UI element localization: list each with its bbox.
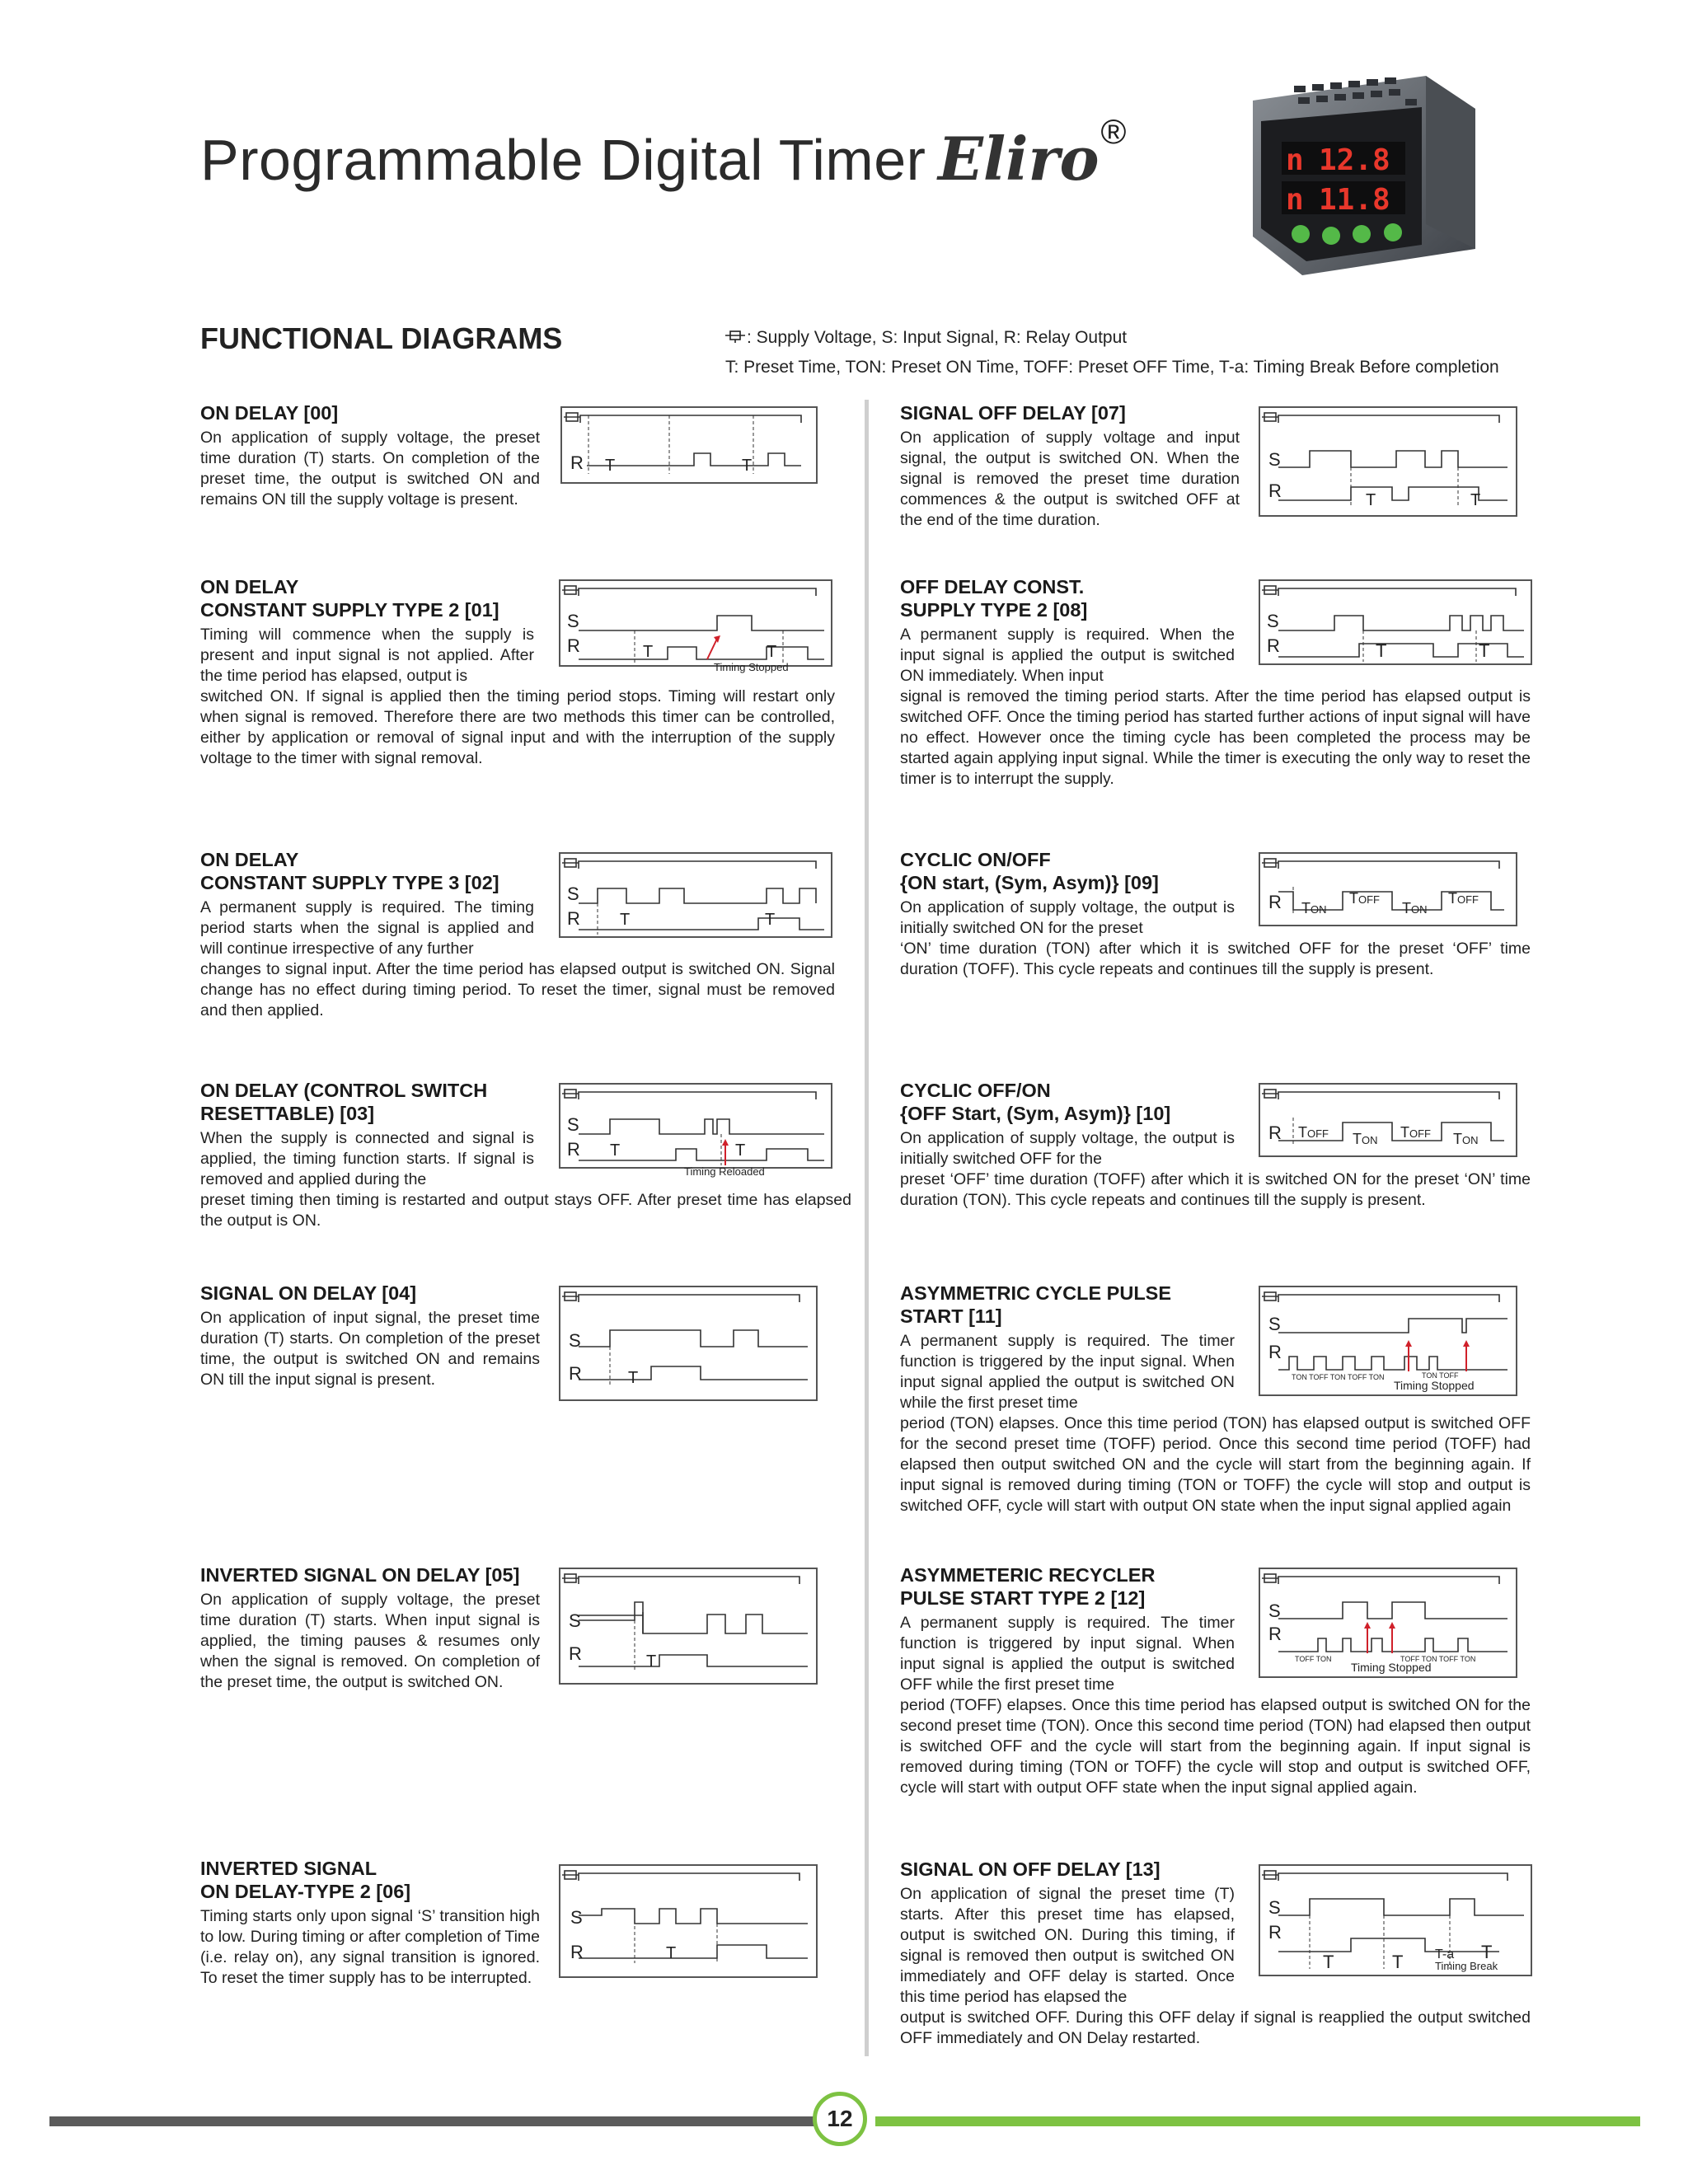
block-title: INVERTED SIGNAL ON DELAY [05] — [200, 1564, 520, 1586]
block-text-pre: On application of supply voltage, the output is initially switched ON for the preset — [900, 898, 1235, 937]
page-number: 12 — [813, 2092, 867, 2146]
timing-diagram-07 — [1259, 406, 1517, 517]
block-text-pre: A permanent supply is required. The timing period starts when the signal is applied and will continue irrespective of any further — [200, 898, 534, 958]
block-text-post: preset timing then timing is restarted and output stays OFF. After preset time has elapsed the output is ON. — [200, 1191, 851, 1230]
svg-text:TON: TON — [1353, 1131, 1378, 1147]
block-text: Timing starts only upon signal ‘S’ transition high to low. During timing or after completion of Time (i.e. relay on), any signal transition is ignored. To reset the timer supply has to be interrupted. — [200, 1907, 540, 1987]
svg-text:T: T — [1366, 491, 1376, 509]
block-title: ON DELAY [00] — [200, 402, 339, 424]
block-text-post: signal is removed the timing period starts. After the time period has elapsed output is switched OFF. Once the timing period has started further actions of input signal will have no effect. However once the timing cycle has been completed the process may be started again applying input signal. While the timer is executing the only way to reset the timer is to interrupt the supply. — [900, 687, 1531, 788]
svg-text:S: S — [1268, 1314, 1281, 1334]
timing-diagram-05 — [559, 1568, 818, 1685]
block-text-post: period (TOFF) elapses. Once this time period has elapsed output is switched ON for the second preset time (TON). Once this second time period (TON) had elapsed then output is switched OFF and the cycle will start from the beginning again. If input signal is removed during timing (TON or TOFF) the cycle will stop and output is switched OFF, cycle will start with output OFF state when the input signal applied again. — [900, 1696, 1531, 1797]
svg-text:T: T — [643, 643, 654, 661]
block-text: On application of input signal, the preset time duration (T) starts. On completion of the preset time, the output is switched ON and remains ON till the input signal is present. — [200, 1309, 540, 1389]
legend-line-2: T: Preset Time, TON: Preset ON Time, TOFF: Preset OFF Time, T-a: Timing Break Before completion — [725, 358, 1499, 377]
svg-text:TON TOFF TON TOFF TON: TON TOFF TON TOFF TON — [1292, 1373, 1385, 1381]
svg-text:S: S — [570, 1907, 583, 1928]
label-r: R — [567, 635, 580, 656]
svg-text:S: S — [1268, 449, 1281, 470]
timing-diagram-01 — [559, 579, 832, 673]
page-title: Programmable Digital Timer — [200, 128, 926, 192]
svg-text:TON: TON — [1453, 1131, 1479, 1147]
brand-logo: Eliro — [937, 124, 1100, 194]
svg-text:R: R — [1268, 480, 1282, 501]
block-text-post: preset ‘OFF’ time duration (TOFF) after which it is switched ON for the preset ‘ON’ time duration (TON). This cycle repeats and continues till the supply is present. — [900, 1170, 1531, 1209]
svg-text:TOFF TON: TOFF TON — [1295, 1655, 1332, 1663]
legend — [725, 323, 1499, 382]
svg-text:S: S — [569, 1610, 581, 1631]
timing-diagram-02 — [559, 852, 832, 938]
timing-diagram-03 — [559, 1083, 832, 1178]
svg-text:TON: TON — [1301, 900, 1327, 916]
block-title: CYCLIC OFF/ON {OFF Start, (Sym, Asym)} [10] — [900, 1080, 1171, 1124]
svg-text:T: T — [742, 457, 753, 475]
label-s: S — [567, 611, 579, 631]
block-text-post: changes to signal input. After the time period has elapsed output is switched ON. Signal change has no effect during timing period. To reset the timer, signal must be removed and then applied. — [200, 960, 835, 1019]
svg-text:T: T — [628, 1369, 639, 1387]
svg-text:TON: TON — [1402, 900, 1428, 916]
timing-reloaded-label: Timing Reloaded — [684, 1165, 765, 1178]
block-text-pre: On application of supply voltage, the output is initially switched OFF for the — [900, 1129, 1235, 1168]
device-display-line1: 12.8 — [1319, 143, 1390, 177]
svg-text:TOFF TON TOFF TON: TOFF TON TOFF TON — [1400, 1655, 1476, 1663]
timing-stopped-label: Timing Stopped — [1394, 1379, 1475, 1392]
svg-text:T: T — [605, 457, 616, 475]
timing-stopped-label: Timing Stopped — [714, 661, 789, 673]
svg-text:T: T — [767, 643, 777, 661]
legend-line-1: : Supply Voltage, S: Input Signal, R: Relay Output — [747, 328, 1128, 347]
svg-text:S: S — [567, 883, 579, 904]
timing-diagram-06 — [559, 1864, 818, 1978]
block-title: CYCLIC ON/OFF {ON start, (Sym, Asym)} [09] — [900, 849, 1159, 893]
block-text-post: output is switched OFF. During this OFF delay if signal is reapplied the output switched OFF immediately and ON Delay restarted. — [900, 2008, 1531, 2047]
svg-text:R: R — [569, 1643, 582, 1664]
svg-text:R: R — [569, 1363, 582, 1384]
svg-text:T: T — [1323, 1952, 1334, 1972]
svg-text:TOFF: TOFF — [1448, 890, 1479, 907]
svg-text:n: n — [1286, 183, 1304, 217]
block-title: ON DELAY (CONTROL SWITCH RESETTABLE) [03] — [200, 1080, 488, 1124]
svg-text:R: R — [1268, 1122, 1282, 1143]
svg-text:R: R — [1268, 1624, 1282, 1644]
block-text-pre: On application of signal the preset time (T) starts. After this preset time has elapsed, output is switched ON. During this timing, if signal is removed then output is switched ON immediately and OFF delay is started. Once this time period has elapsed the — [900, 1885, 1235, 2006]
block-text-pre: Timing will commence when the supply is present and input signal is not applied. After the time period has elapsed, output is — [200, 626, 534, 685]
svg-text:S: S — [569, 1330, 581, 1351]
svg-text:S: S — [567, 1114, 579, 1135]
block-title: SIGNAL OFF DELAY [07] — [900, 402, 1126, 424]
svg-text:R: R — [570, 452, 584, 473]
svg-text:T: T — [1479, 640, 1490, 661]
timer-device-image — [1236, 59, 1484, 282]
svg-text:T: T — [646, 1652, 657, 1671]
timing-break-label: Timing Break — [1435, 1960, 1498, 1972]
block-title: ON DELAY CONSTANT SUPPLY TYPE 2 [01] — [200, 576, 499, 621]
svg-text:R: R — [1268, 1922, 1282, 1943]
timing-diagram-04 — [559, 1286, 818, 1401]
svg-text:R: R — [567, 1139, 580, 1160]
svg-text:T: T — [735, 1141, 746, 1160]
svg-text:T: T — [610, 1141, 621, 1160]
timing-diagram-11 — [1259, 1286, 1517, 1396]
svg-text:TOFF: TOFF — [1298, 1124, 1329, 1141]
svg-text:T: T — [1470, 491, 1481, 509]
svg-text:T: T — [666, 1944, 677, 1962]
svg-text:T: T — [1481, 1942, 1493, 1962]
svg-text:R: R — [1268, 892, 1282, 912]
timing-diagram-09 — [1259, 852, 1517, 926]
block-title: INVERTED SIGNAL ON DELAY-TYPE 2 [06] — [200, 1858, 411, 1902]
svg-text:T: T — [620, 911, 631, 929]
function-block-06 — [200, 1857, 546, 1989]
timing-diagram-10 — [1259, 1083, 1517, 1157]
block-text-pre: A permanent supply is required. When the input signal is applied the output is switched ON immediately. When input — [900, 626, 1235, 685]
timing-diagram-13 — [1259, 1864, 1532, 1976]
timing-diagram-08 — [1259, 579, 1532, 665]
svg-text:S: S — [1267, 611, 1279, 631]
block-title: OFF DELAY CONST. SUPPLY TYPE 2 [08] — [900, 576, 1088, 621]
block-title: SIGNAL ON DELAY [04] — [200, 1282, 417, 1304]
block-text-pre: When the supply is connected and signal is applied, the timing function starts. If signal is removed and applied during the — [200, 1129, 534, 1188]
block-text: On application of supply voltage and input signal, the output is switched ON. When the signal is removed the preset time duration commences & the output is switched OFF at the end of the time duration. — [900, 429, 1240, 529]
timing-diagram-12 — [1259, 1568, 1517, 1678]
svg-text:R: R — [1267, 635, 1280, 656]
block-title: SIGNAL ON OFF DELAY [13] — [900, 1858, 1160, 1880]
svg-text:T: T — [765, 911, 776, 929]
block-text: On application of supply voltage, the preset time duration (T) starts. On completion of the preset time, the output is switched ON and remains ON till the supply voltage is present. — [200, 429, 540, 509]
svg-text:TOFF: TOFF — [1400, 1124, 1431, 1141]
column-divider — [865, 400, 869, 2056]
block-text-post: switched ON. If signal is applied then the timing period stops. Timing will restart only when signal is removed. Therefore there are two methods this timer can be controlled, either by application or removal of signal input and with the interruption of the supply voltage to the timer with signal removal. — [200, 687, 835, 767]
footer-bar-right — [875, 2116, 1640, 2126]
footer-bar-left — [49, 2116, 824, 2126]
svg-text:n: n — [1286, 143, 1304, 177]
svg-text:R: R — [1268, 1342, 1282, 1362]
block-text-post: period (TON) elapses. Once this time period (TON) has elapsed output is switched OFF for the second preset time (TOFF) period. Once this second time period (TOFF) had elapsed then output switched ON and the cycle will start from the beginning again. If input signal is removed during timing (TON or TOFF) the cycle will stop and output is switched OFF, cycle will start with output ON state when the input signal applied again — [900, 1414, 1531, 1515]
block-text-post: ‘ON’ time duration (TON) after which it is switched OFF for the preset ‘OFF’ time duration (TOFF). This cycle repeats and continues till the supply is present. — [900, 940, 1531, 978]
timing-diagram-00 — [560, 406, 818, 484]
section-title: FUNCTIONAL DIAGRAMS — [200, 321, 563, 355]
device-display-line2: 11.8 — [1319, 183, 1390, 217]
page-header — [200, 112, 1127, 206]
svg-text:R: R — [570, 1942, 584, 1962]
function-block-07 — [900, 401, 1246, 531]
svg-text:T: T — [1392, 1952, 1404, 1972]
svg-text:T: T — [1376, 640, 1387, 661]
block-text: On application of supply voltage, the preset time duration (T) starts. When input signal is applied, the timing pauses & resumes only when the signal is removed. On completion of the preset time, the output is switched ON. — [200, 1591, 540, 1691]
ta-label: T-a — [1435, 1947, 1455, 1961]
block-text-pre: A permanent supply is required. The timer function is triggered by input signal. When input signal is applied the output is switched OFF while the first preset time — [900, 1614, 1235, 1694]
function-block-04 — [200, 1282, 546, 1390]
svg-text:Timing Stopped: Timing Stopped — [1351, 1661, 1432, 1674]
supply-voltage-icon — [725, 323, 747, 353]
svg-text:S: S — [1268, 1601, 1281, 1621]
svg-text:S: S — [1268, 1897, 1281, 1918]
function-block-00 — [200, 401, 546, 510]
svg-text:TON TOFF: TON TOFF — [1422, 1371, 1459, 1380]
function-block-05 — [200, 1563, 546, 1693]
block-title: ON DELAY CONSTANT SUPPLY TYPE 3 [02] — [200, 849, 499, 893]
block-title: ASYMMETERIC RECYCLER PULSE START TYPE 2 [12] — [900, 1564, 1156, 1609]
block-text-pre: A permanent supply is required. The timer function is triggered by the input signal. When input signal applied the output is switched ON while the first preset time — [900, 1332, 1235, 1412]
registered-mark: ® — [1100, 112, 1127, 151]
svg-text:TOFF: TOFF — [1349, 890, 1380, 907]
block-title: ASYMMETRIC CYCLE PULSE START [11] — [900, 1282, 1172, 1327]
svg-text:R: R — [567, 908, 580, 929]
